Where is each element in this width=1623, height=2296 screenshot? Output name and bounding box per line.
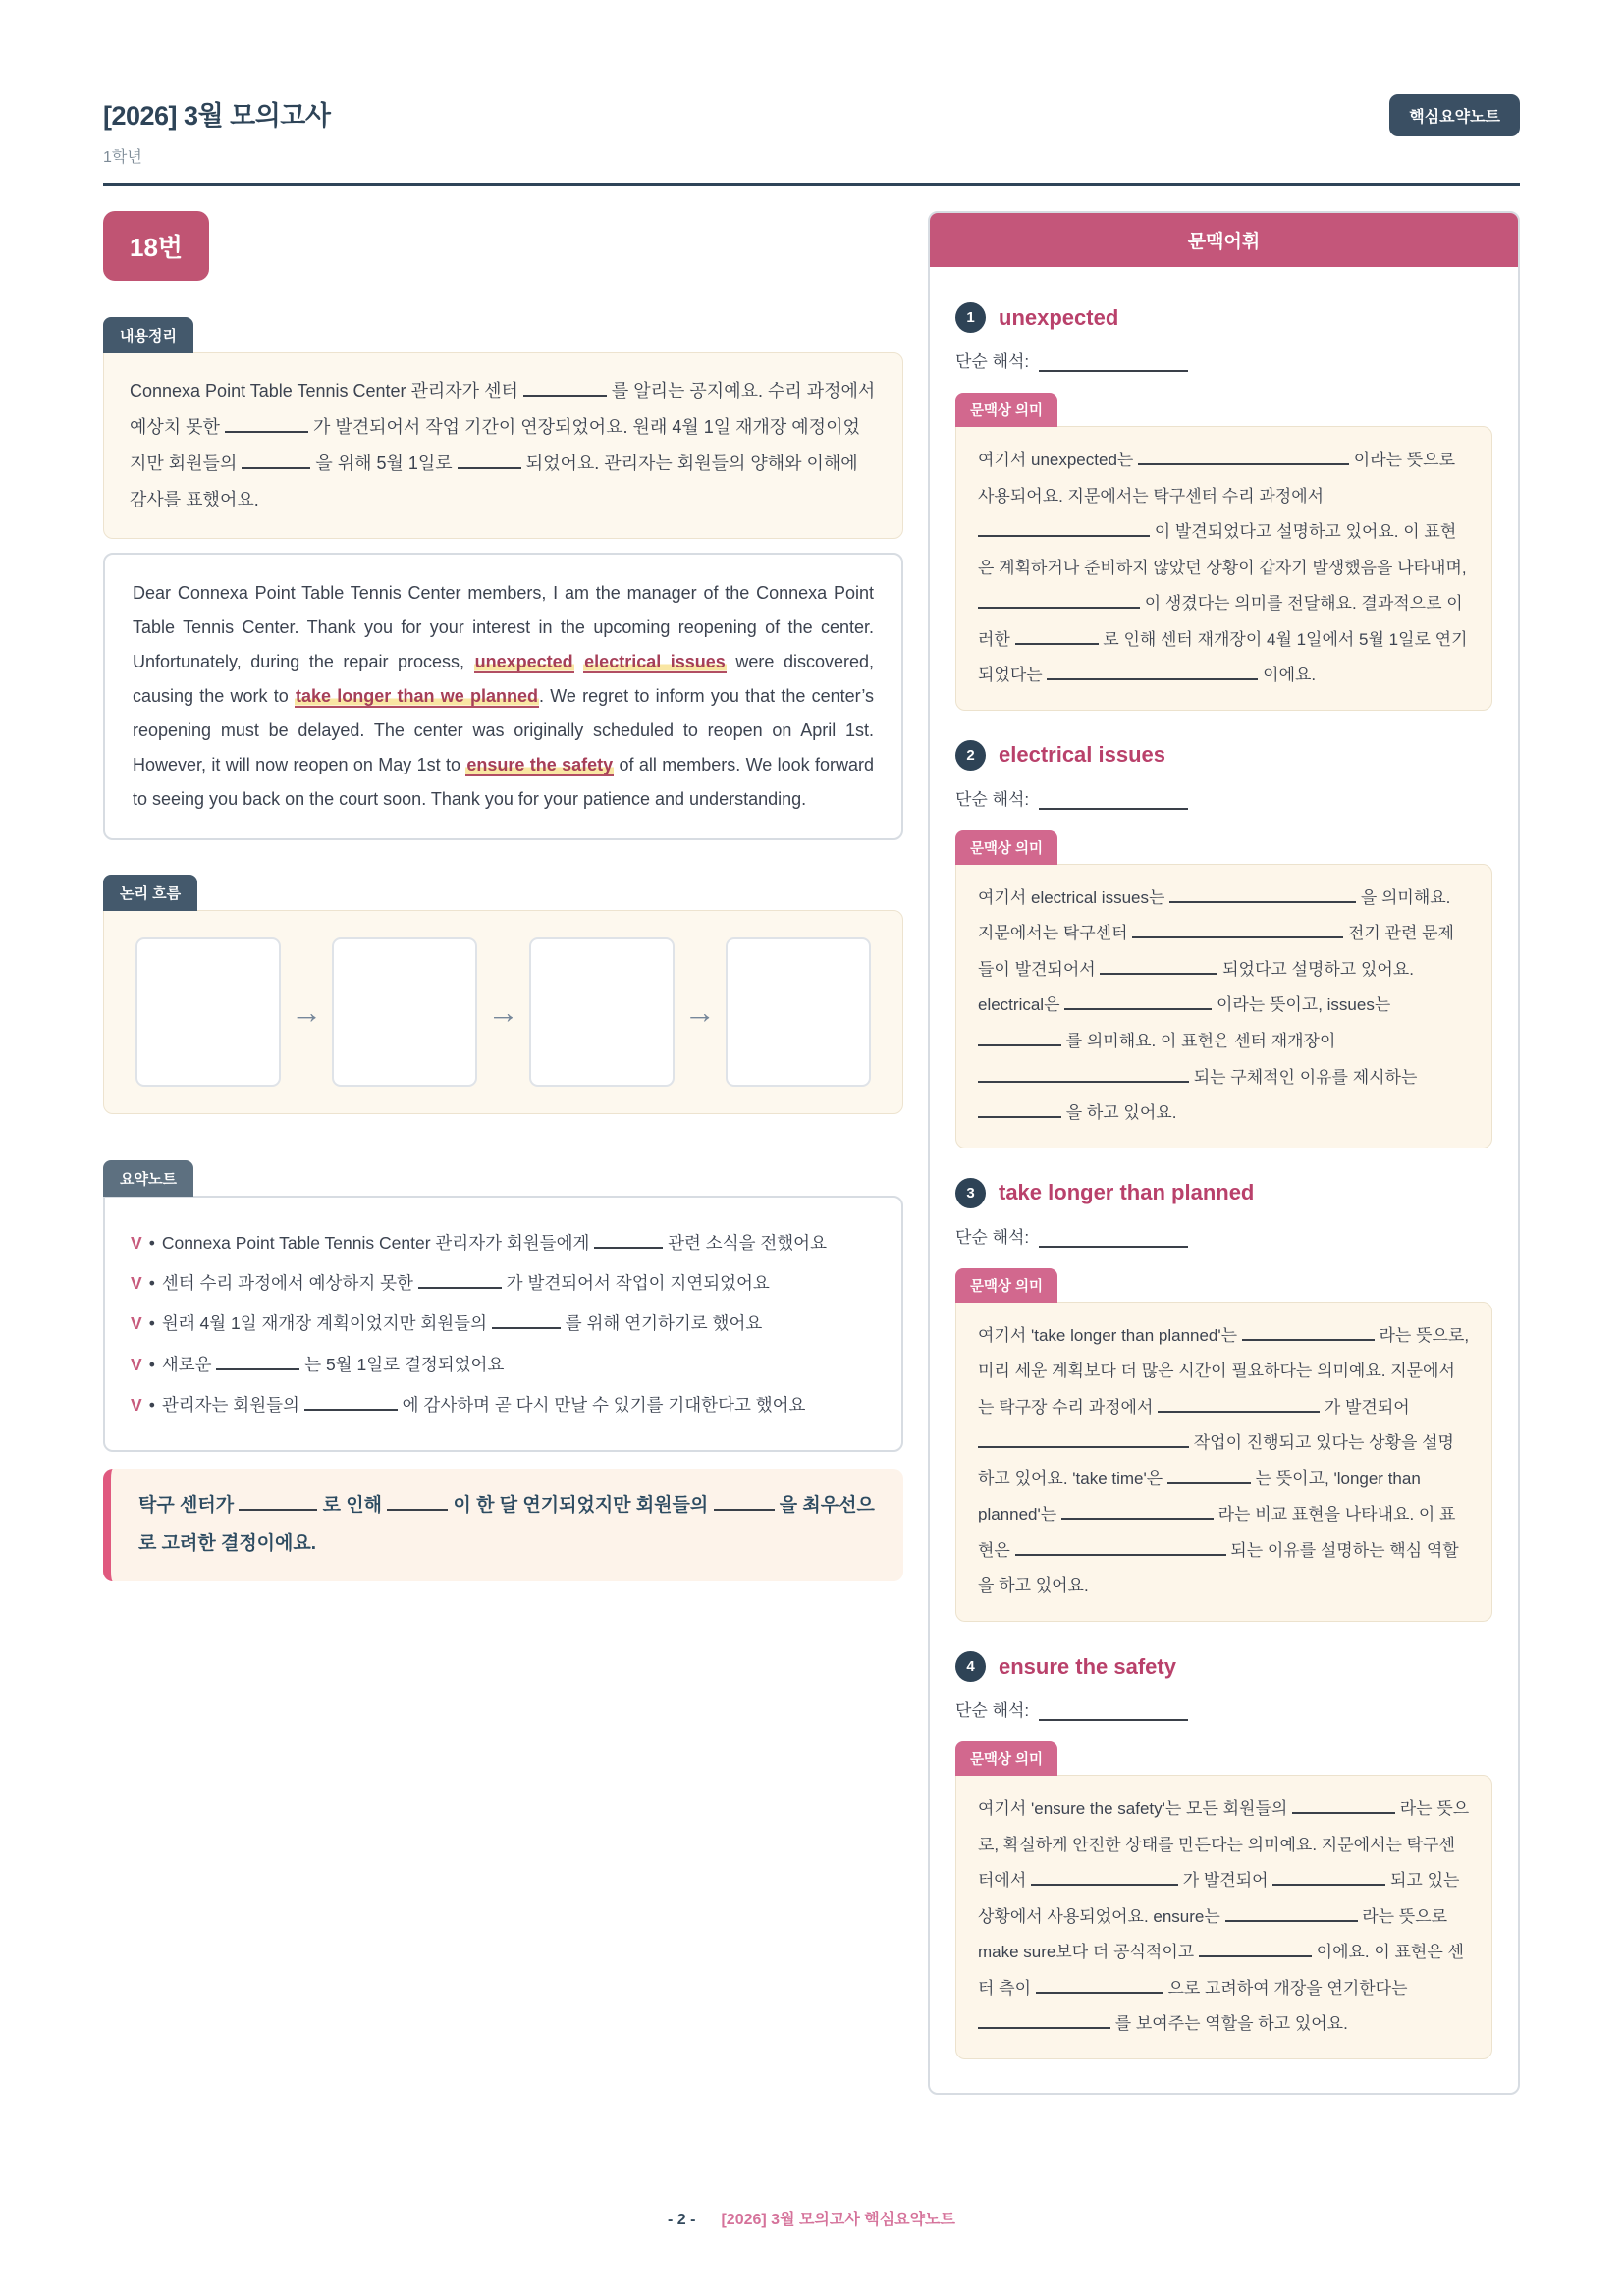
page-footer	[0, 2207, 1623, 2229]
vocab-number-badge: 1	[955, 302, 986, 333]
page-number: - 2 -	[668, 2212, 696, 2228]
fill-in-blank	[978, 1432, 1189, 1448]
english-passage: Dear Connexa Point Table Tennis Center members, I am the manager of the Connexa Point Table Tennis Center. Thank you for your interest in the upcoming reopening of the center. Unfortunately, during the repair process, unexpected electrical issues were discovered, causing the work to take longer than we planned. We regret to inform you that the center’s reopening must be delayed. The center was originally scheduled to reopen on April 1st. However, it will now reopen on May 1st to ensure the safety of all members. We look forward to seeing you back on the court soon. Thank you for your patience and understanding.	[103, 553, 903, 841]
context-meaning-box: 여기서 'take longer than planned'는 라는 뜻으로, 미리 세운 계획보다 더 많은 시간이 필요하다는 의미예요. 지문에서는 탁구장 수리 과정에서 가 발견되어 작업이 진행되고 있다는 상황을 설명하고 있어요. 'take time'은 는 뜻이고, 'longer than planned'는 라는 비교 표현을 나타내요. 이 표현은 되는 이유를 설명하는 핵심 역할을 하고 있어요.	[955, 1302, 1492, 1622]
summary-note-item	[131, 1388, 876, 1421]
content-summary-box: Connexa Point Table Tennis Center 관리자가 센터 를 알리는 공지예요. 수리 과정에서 예상치 못한 가 발견되어서 작업 기간이 연장되었어요. 원래 4월 1일 재개장 예정이었지만 회원들의 을 위해 5월 1일로 되었어요. 관리자는 회원들의 양해와 이해에 감사를 표했어요.	[103, 352, 903, 539]
fill-in-blank	[1272, 1870, 1385, 1886]
fill-in-blank	[1225, 1906, 1358, 1922]
logic-flow-section	[103, 874, 903, 1114]
simple-translation-blank	[1039, 788, 1188, 810]
context-meaning-label: 문맥상 의미	[955, 1741, 1057, 1776]
content-summary-section	[103, 316, 903, 539]
flow-step-box	[726, 937, 871, 1087]
fill-in-blank	[1036, 1978, 1163, 1994]
summary-notes-box	[103, 1196, 903, 1452]
fill-in-blank	[418, 1273, 502, 1290]
simple-translation-blank	[1039, 350, 1188, 372]
vocab-item	[955, 302, 1492, 711]
fill-in-blank	[1100, 959, 1217, 975]
fill-in-blank	[1167, 1468, 1251, 1484]
summary-note-text: Connexa Point Table Tennis Center 관리자가 회원들에게 관련 소식을 전했어요	[161, 1233, 827, 1254]
fill-in-blank	[978, 521, 1150, 537]
vocab-term: ensure the safety	[999, 1653, 1176, 1679]
fill-in-blank	[1061, 1504, 1214, 1520]
left-column	[103, 211, 903, 1581]
vocab-term: take longer than planned	[999, 1180, 1255, 1205]
vocab-number-badge: 4	[955, 1651, 986, 1682]
fill-in-blank	[1169, 887, 1356, 903]
summary-note-item	[131, 1226, 876, 1259]
fill-in-blank	[387, 1493, 448, 1511]
context-meaning-box: 여기서 'ensure the safety'는 모든 회원들의 라는 뜻으로, 확실하게 안전한 상태를 만든다는 의미예요. 지문에서는 탁구센터에서 가 발견되어 되고 있는 상황에서 사용되었어요. ensure는 라는 뜻으로 make sure보다 더 공식적이고 이에요. 이 표현은 센터 측이 으로 고려하여 개장을 연기한다는 를 보여주는 역할을 하고 있어요.	[955, 1775, 1492, 2059]
summary-note-item	[131, 1266, 876, 1300]
context-vocabulary-header: 문맥어휘	[930, 213, 1518, 267]
fill-in-blank	[594, 1233, 663, 1250]
fill-in-blank	[1047, 665, 1258, 680]
footer-doc-label: [2026] 3월 모의고사 핵심요약노트	[721, 2212, 955, 2228]
simple-translation-label: 단순 해석:	[955, 789, 1030, 809]
summary-note-item	[131, 1307, 876, 1340]
vocab-term: unexpected	[999, 304, 1119, 330]
highlighted-phrase: ensure the safety	[466, 755, 614, 775]
check-mark-icon: V	[131, 1313, 142, 1334]
page-header	[0, 0, 1623, 186]
fill-in-blank	[1015, 629, 1099, 645]
flow-step-box	[332, 937, 477, 1087]
flow-step-box	[135, 937, 281, 1087]
fill-in-blank	[1138, 450, 1349, 465]
highlighted-phrase: electrical issues	[584, 651, 726, 671]
fill-in-blank	[1015, 1540, 1226, 1556]
context-meaning-box: 여기서 unexpected는 이라는 뜻으로 사용되어요. 지문에서는 탁구센터 수리 과정에서 이 발견되었다고 설명하고 있어요. 이 표현은 계획하거나 준비하지 않았던 상황이 갑자기 발생했음을 나타내며, 이 생겼다는 의미를 전달해요. 결과적으로 이러한 로 인해 센터 재개장이 4월 1일에서 5월 1일로 연기되었다는 이에요.	[955, 426, 1492, 711]
bullet-icon: •	[148, 1313, 155, 1334]
arrow-right-icon: →	[683, 993, 716, 1030]
header-titles	[103, 94, 330, 167]
summary-notes-label: 요약노트	[103, 1160, 193, 1197]
highlighted-phrase: take longer than we planned	[296, 685, 538, 706]
check-mark-icon: V	[131, 1354, 142, 1374]
simple-translation-label: 단순 해석:	[955, 1227, 1030, 1247]
fill-in-blank	[1031, 1870, 1178, 1886]
conclusion-box: 탁구 센터가 로 인해 이 한 달 연기되었지만 회원들의 을 최우선으로 고려한 결정이에요.	[103, 1469, 903, 1581]
fill-in-blank	[978, 1102, 1061, 1118]
bullet-icon: •	[148, 1273, 155, 1294]
check-mark-icon: V	[131, 1273, 142, 1294]
context-meaning-box: 여기서 electrical issues는 을 의미해요. 지문에서는 탁구센터 전기 관련 문제들이 발견되어서 되었다고 설명하고 있어요. electrical은 이라는 뜻이고, issues는 를 의미해요. 이 표현은 센터 재개장이 되는 구체적인 이유를 제시하는 을 하고 있어요.	[955, 864, 1492, 1148]
fill-in-blank	[1064, 994, 1212, 1010]
logic-flow-boxes	[103, 910, 903, 1114]
summary-note-text: 관리자는 회원들의 에 감사하며 곧 다시 만날 수 있기를 기대한다고 했어요	[161, 1394, 806, 1415]
summary-note-text: 새로운 는 5월 1일로 결정되었어요	[161, 1354, 505, 1374]
fill-in-blank	[1132, 923, 1343, 938]
fill-in-blank	[242, 453, 310, 469]
check-mark-icon: V	[131, 1233, 142, 1254]
question-number-badge: 18번	[103, 211, 209, 281]
page-title: [2026] 3월 모의고사	[103, 101, 331, 131]
context-meaning-label: 문맥상 의미	[955, 1268, 1057, 1303]
fill-in-blank	[1199, 1942, 1312, 1957]
logic-flow-label: 논리 흐름	[103, 875, 197, 911]
fill-in-blank	[239, 1493, 317, 1511]
context-vocabulary-panel	[928, 211, 1520, 2095]
summary-note-text: 센터 수리 과정에서 예상하지 못한 가 발견되어서 작업이 지연되었어요	[161, 1273, 770, 1294]
context-vocabulary-body	[930, 267, 1518, 2059]
arrow-right-icon: →	[291, 993, 323, 1030]
right-column	[928, 211, 1520, 2095]
bullet-icon: •	[148, 1354, 155, 1374]
vocab-item	[955, 740, 1492, 1148]
fill-in-blank	[714, 1493, 775, 1511]
context-meaning-label: 문맥상 의미	[955, 830, 1057, 865]
fill-in-blank	[216, 1354, 299, 1370]
fill-in-blank	[492, 1313, 561, 1330]
simple-translation-label: 단순 해석:	[955, 1701, 1030, 1721]
summary-note-text: 원래 4월 1일 재개장 계획이었지만 회원들의 를 위해 연기하기로 했어요	[161, 1313, 763, 1334]
fill-in-blank	[978, 1066, 1189, 1082]
fill-in-blank	[523, 380, 607, 397]
summary-notes-section	[103, 1159, 903, 1452]
simple-translation-blank	[1039, 1699, 1188, 1721]
flow-step-box	[529, 937, 675, 1087]
check-mark-icon: V	[131, 1394, 142, 1415]
fill-in-blank	[978, 2013, 1110, 2029]
grade-label: 1학년	[103, 149, 142, 166]
vocab-item	[955, 1178, 1492, 1622]
fill-in-blank	[1158, 1397, 1320, 1413]
fill-in-blank	[1292, 1798, 1395, 1814]
content-summary-label: 내용정리	[103, 317, 193, 353]
bullet-icon: •	[148, 1233, 155, 1254]
vocab-term: electrical issues	[999, 742, 1166, 768]
note-type-badge: 핵심요약노트	[1389, 94, 1520, 136]
bullet-icon: •	[148, 1394, 155, 1415]
simple-translation-blank	[1039, 1226, 1188, 1248]
fill-in-blank	[1242, 1325, 1375, 1341]
fill-in-blank	[978, 593, 1140, 609]
arrow-right-icon: →	[487, 993, 519, 1030]
vocab-number-badge: 3	[955, 1178, 986, 1208]
fill-in-blank	[225, 416, 308, 433]
simple-translation-label: 단순 해석:	[955, 352, 1030, 371]
vocab-number-badge: 2	[955, 740, 986, 771]
fill-in-blank	[304, 1394, 398, 1411]
vocab-item	[955, 1651, 1492, 2059]
context-meaning-label: 문맥상 의미	[955, 393, 1057, 427]
highlighted-phrase: unexpected	[474, 651, 573, 671]
fill-in-blank	[978, 1031, 1061, 1046]
fill-in-blank	[458, 453, 521, 469]
summary-note-item	[131, 1348, 876, 1381]
